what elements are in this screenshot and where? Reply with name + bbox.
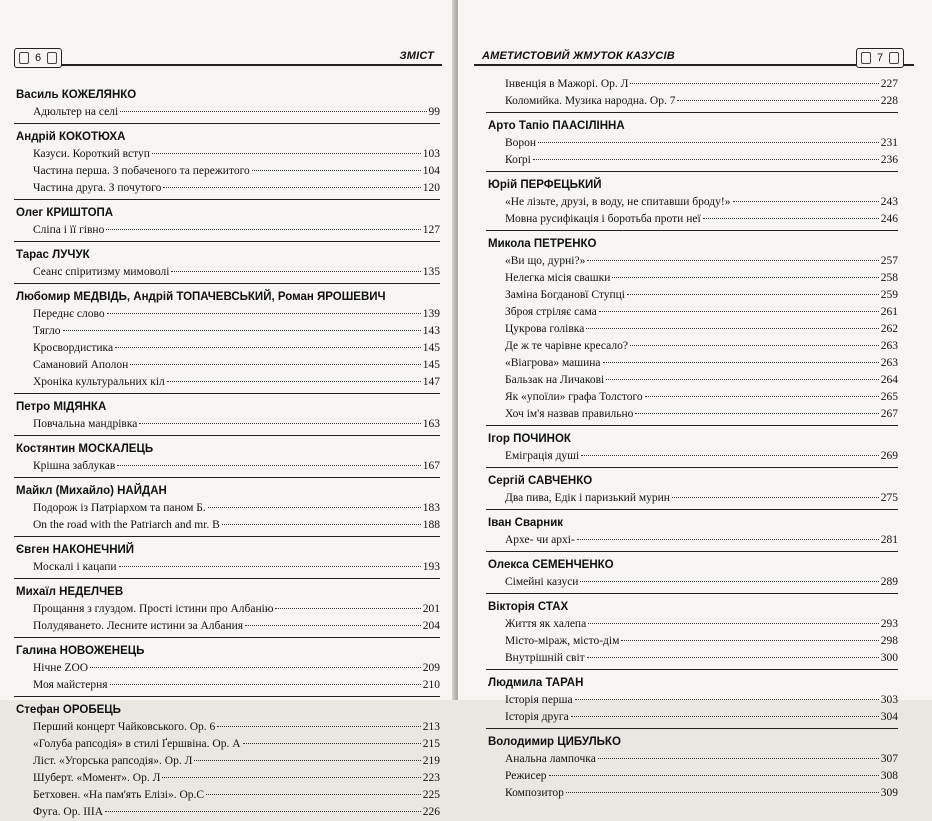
dot-leader	[672, 497, 879, 498]
author-heading: Андрій КОКОТЮХА	[16, 131, 126, 143]
entry-title: Фуга. Ор. ІІІА	[33, 806, 104, 818]
dot-leader	[115, 347, 421, 348]
toc-entry	[486, 253, 898, 270]
dot-leader	[571, 716, 879, 717]
ornament-icon	[47, 52, 57, 64]
toc-entry	[14, 180, 440, 197]
entry-title: Місто-міраж, місто-дім	[505, 635, 620, 647]
page-number-box	[14, 48, 62, 68]
toc-entry	[486, 287, 898, 304]
entry-page-number: 204	[422, 620, 440, 632]
section-divider	[486, 593, 898, 594]
entry-title: Архе- чи архі-	[505, 534, 575, 546]
toc-entry	[486, 633, 898, 650]
author-heading: Майкл (Михайло) НАЙДАН	[16, 485, 167, 497]
section-divider	[14, 393, 440, 394]
toc-entry	[486, 532, 898, 549]
dot-leader	[566, 792, 879, 793]
dot-leader	[588, 623, 879, 624]
section-divider	[14, 536, 440, 537]
author-heading: Олег КРИШТОПА	[16, 207, 114, 219]
section-divider	[14, 199, 440, 200]
page-number: 6	[34, 52, 42, 64]
entry-page-number: 231	[880, 137, 898, 149]
entry-title: Частина перша. З побаченого та пережитого	[33, 165, 250, 177]
toc-entry	[14, 222, 440, 239]
entry-page-number: 145	[422, 359, 440, 371]
toc-entry	[486, 389, 898, 406]
author-heading: Вікторія СТАХ	[488, 601, 569, 613]
entry-page-number: 201	[422, 603, 440, 615]
dot-leader	[587, 260, 878, 261]
entry-page-number: 258	[880, 272, 898, 284]
toc-entry	[14, 264, 440, 281]
section-divider	[486, 112, 898, 113]
dot-leader	[575, 699, 879, 700]
entry-page-number: 223	[422, 772, 440, 784]
section-divider	[486, 669, 898, 670]
dot-leader	[577, 539, 879, 540]
dot-leader	[105, 811, 421, 812]
entry-page-number: 261	[880, 306, 898, 318]
dot-leader	[106, 229, 420, 230]
toc-entry	[486, 372, 898, 389]
toc-entry	[486, 321, 898, 338]
toc-entry	[14, 323, 440, 340]
dot-leader	[733, 201, 879, 202]
dot-leader	[598, 758, 879, 759]
toc-entry	[14, 517, 440, 534]
toc-entry	[14, 146, 440, 163]
dot-leader	[243, 743, 421, 744]
entry-title: Цукрова голівка	[505, 323, 585, 335]
toc-entry	[486, 211, 898, 228]
dot-leader	[677, 100, 878, 101]
ornament-icon	[889, 52, 899, 64]
entry-title: Хоч ім'я назвав правильно	[505, 408, 634, 420]
dot-leader	[63, 330, 421, 331]
entry-page-number: 257	[880, 255, 898, 267]
author-heading: Іван Сварник	[488, 517, 564, 529]
toc-entry	[14, 458, 440, 475]
entry-page-number: 303	[880, 694, 898, 706]
dot-leader	[217, 726, 420, 727]
author-heading: Володимир ЦИБУЛЬКО	[488, 736, 621, 748]
entry-page-number: 167	[422, 460, 440, 472]
running-title: АМЕТИСТОВИЙ ЖМУТОК КАЗУСІВ	[482, 50, 675, 62]
author-heading: Василь КОЖЕЛЯНКО	[16, 89, 137, 101]
entry-title: Як «упоїли» графа Толстого	[505, 391, 643, 403]
toc-entry	[486, 692, 898, 709]
entry-title: Кросвордистика	[33, 342, 114, 354]
entry-title: Зброя стріляє сама	[505, 306, 597, 318]
entry-title: «Ви що, дурні?»	[505, 255, 586, 267]
entry-page-number: 265	[880, 391, 898, 403]
entry-page-number: 269	[880, 450, 898, 462]
entry-page-number: 263	[880, 340, 898, 352]
dot-leader	[599, 311, 879, 312]
dot-leader	[645, 396, 879, 397]
dot-leader	[703, 218, 879, 219]
right-page	[458, 0, 932, 799]
dot-leader	[110, 684, 421, 685]
section-divider	[486, 551, 898, 552]
dot-leader	[533, 159, 879, 160]
entry-page-number: 309	[880, 787, 898, 799]
entry-title: Прощання з глуздом. Прості істини про Албанію	[33, 603, 274, 615]
entry-title: Де ж те чарівне кресало?	[505, 340, 628, 352]
entry-page-number: 225	[422, 789, 440, 801]
section-divider	[14, 123, 440, 124]
dot-leader	[167, 381, 421, 382]
entry-page-number: 300	[880, 652, 898, 664]
author-heading: Микола ПЕТРЕНКО	[488, 238, 597, 250]
entry-title: On the road with the Patriarch and mr. B	[33, 519, 220, 531]
toc-entry	[486, 152, 898, 169]
entry-page-number: 147	[422, 376, 440, 388]
section-divider	[14, 477, 440, 478]
dot-leader	[549, 775, 879, 776]
entry-title: Полудяването. Лесните истини за Албания	[33, 620, 244, 632]
toc-entry	[14, 306, 440, 323]
dot-leader	[107, 313, 421, 314]
entry-page-number: 304	[880, 711, 898, 723]
entry-title: Життя як халепа	[505, 618, 587, 630]
section-divider	[14, 241, 440, 242]
toc-entry	[486, 304, 898, 321]
toc-entry	[14, 719, 440, 736]
entry-page-number: 275	[880, 492, 898, 504]
author-heading: Юрій ПЕРФЕЦЬКИЙ	[488, 179, 602, 191]
entry-title: Частина друга. З почутого	[33, 182, 162, 194]
dot-leader	[117, 465, 420, 466]
entry-title: Хроніка культуральних кіл	[33, 376, 165, 388]
toc-entry	[486, 785, 898, 802]
toc-entry	[486, 616, 898, 633]
dot-leader	[90, 667, 421, 668]
entry-page-number: 103	[422, 148, 440, 160]
ornament-icon	[861, 52, 871, 64]
toc-entry	[14, 618, 440, 635]
author-heading: Любомир МЕДВІДЬ, Андрій ТОПАЧЕВСЬКИЙ, Роман ЯРОШЕВИЧ	[16, 291, 386, 303]
section-divider	[486, 728, 898, 729]
entry-page-number: 259	[880, 289, 898, 301]
entry-page-number: 219	[422, 755, 440, 767]
entry-page-number: 215	[422, 738, 440, 750]
dot-leader	[120, 111, 426, 112]
entry-title: Сліпа і її гівно	[33, 224, 105, 236]
entry-page-number: 226	[422, 806, 440, 818]
dot-leader	[630, 83, 878, 84]
entry-page-number: 139	[422, 308, 440, 320]
left-page	[0, 0, 456, 818]
author-heading: Євген НАКОНЕЧНИЙ	[16, 544, 135, 556]
header-rule	[474, 64, 914, 66]
entry-title: Бетховен. «На пам'ять Елізі». Ор.С	[33, 789, 205, 801]
toc-entry	[486, 135, 898, 152]
author-heading: Арто Тапіо ПААСІЛІННА	[488, 120, 625, 132]
running-title: ЗМІСТ	[399, 50, 434, 62]
entry-title: Режисер	[505, 770, 547, 782]
entry-title: Адюльтер на селі	[33, 106, 119, 118]
entry-title: «Голуба рапсодія» в стилі Ґершвіна. Ор. А	[33, 738, 241, 750]
toc-entry	[486, 574, 898, 591]
entry-page-number: 183	[422, 502, 440, 514]
header-rule	[14, 64, 442, 66]
page-number-box	[856, 48, 904, 68]
toc-entry	[486, 76, 898, 93]
entry-title: Сімейні казуси	[505, 576, 579, 588]
dot-leader	[222, 524, 421, 525]
entry-page-number: 210	[422, 679, 440, 691]
page-number: 7	[876, 52, 884, 64]
toc-entry	[486, 355, 898, 372]
entry-title: Еміграція душі	[505, 450, 580, 462]
entry-title: Історія перша	[505, 694, 573, 706]
dot-leader	[580, 581, 878, 582]
entry-title: «Віагрова» машина	[505, 357, 601, 369]
entry-title: Анальна лампочка	[505, 753, 596, 765]
dot-leader	[119, 566, 421, 567]
entry-page-number: 163	[422, 418, 440, 430]
entry-page-number: 289	[880, 576, 898, 588]
author-heading: Михаїл НЕДЕЛЧЕВ	[16, 586, 124, 598]
section-divider	[486, 509, 898, 510]
dot-leader	[252, 170, 421, 171]
toc-entry	[14, 677, 440, 694]
toc-entry	[14, 559, 440, 576]
dot-leader	[275, 608, 420, 609]
entry-title: Коломийка. Музика народна. Ор. 7	[505, 95, 676, 107]
toc-entry	[14, 736, 440, 753]
toc-entry	[14, 374, 440, 391]
toc-entry	[486, 448, 898, 465]
toc-entry	[486, 194, 898, 211]
entry-title: Коґрі	[505, 154, 531, 166]
entry-page-number: 143	[422, 325, 440, 337]
dot-leader	[627, 294, 879, 295]
entry-title: Два пива, Едік і паризький мурин	[505, 492, 670, 504]
toc-entry	[14, 416, 440, 433]
table-of-contents-left	[14, 84, 440, 821]
entry-page-number: 193	[422, 561, 440, 573]
section-divider	[14, 578, 440, 579]
entry-page-number: 298	[880, 635, 898, 647]
entry-page-number: 99	[428, 106, 440, 118]
entry-title: Композитор	[505, 787, 564, 799]
section-divider	[486, 467, 898, 468]
dot-leader	[171, 271, 420, 272]
author-heading: Людмила ТАРАН	[488, 677, 584, 689]
author-heading: Сергій САВЧЕНКО	[488, 475, 593, 487]
entry-title: Казуси. Короткий вступ	[33, 148, 150, 160]
section-divider	[14, 637, 440, 638]
entry-title: Повчальна мандрівка	[33, 418, 138, 430]
dot-leader	[581, 455, 879, 456]
dot-leader	[538, 142, 879, 143]
author-heading: Костянтин МОСКАЛЕЦЬ	[16, 443, 154, 455]
dot-leader	[206, 794, 421, 795]
section-divider	[14, 696, 440, 697]
author-heading: Галина НОВОЖЕНЕЦЬ	[16, 645, 145, 657]
entry-page-number: 293	[880, 618, 898, 630]
dot-leader	[130, 364, 420, 365]
toc-entry	[14, 804, 440, 821]
section-divider	[486, 230, 898, 231]
entry-page-number: 243	[880, 196, 898, 208]
toc-entry	[14, 660, 440, 677]
toc-entry	[14, 163, 440, 180]
dot-leader	[612, 277, 878, 278]
entry-page-number: 263	[880, 357, 898, 369]
toc-entry	[14, 340, 440, 357]
entry-title: Москалі і кацапи	[33, 561, 117, 573]
dot-leader	[606, 379, 878, 380]
entry-title: Ліст. «Угорська рапсодія». Ор. Л	[33, 755, 193, 767]
toc-entry	[486, 338, 898, 355]
entry-page-number: 228	[880, 95, 898, 107]
author-heading: Стефан ОРОБЕЦЬ	[16, 704, 121, 716]
toc-entry	[14, 770, 440, 787]
table-of-contents-right	[486, 76, 898, 802]
entry-title: Моя майстерня	[33, 679, 108, 691]
entry-title: Заміна Богдановї Ступці	[505, 289, 625, 301]
dot-leader	[603, 362, 879, 363]
author-heading: Тарас ЛУЧУК	[16, 249, 90, 261]
entry-title: Нічне ZOO	[33, 662, 89, 674]
entry-title: Внутрішній світ	[505, 652, 585, 664]
entry-title: Бальзак на Личакові	[505, 374, 605, 386]
dot-leader	[139, 423, 420, 424]
toc-entry	[486, 406, 898, 423]
toc-entry	[486, 490, 898, 507]
entry-title: Перший концерт Чайковського. Ор. 6	[33, 721, 216, 733]
entry-page-number: 213	[422, 721, 440, 733]
section-divider	[14, 283, 440, 284]
toc-entry	[486, 751, 898, 768]
entry-page-number: 188	[422, 519, 440, 531]
entry-page-number: 308	[880, 770, 898, 782]
entry-page-number: 307	[880, 753, 898, 765]
entry-title: Ворон	[505, 137, 537, 149]
entry-title: Нелегка місія свашки	[505, 272, 611, 284]
toc-entry	[14, 787, 440, 804]
entry-page-number: 145	[422, 342, 440, 354]
entry-page-number: 267	[880, 408, 898, 420]
dot-leader	[586, 328, 878, 329]
section-divider	[14, 435, 440, 436]
toc-entry	[14, 500, 440, 517]
author-heading: Олекса СЕМЕНЧЕНКО	[488, 559, 614, 571]
dot-leader	[163, 187, 420, 188]
entry-title: Інвенція в Мажорі. Ор. Л	[505, 78, 629, 90]
entry-page-number: 135	[422, 266, 440, 278]
entry-page-number: 120	[422, 182, 440, 194]
entry-page-number: 264	[880, 374, 898, 386]
entry-page-number: 227	[880, 78, 898, 90]
dot-leader	[162, 777, 420, 778]
dot-leader	[245, 625, 421, 626]
dot-leader	[194, 760, 420, 761]
entry-title: Історія друга	[505, 711, 569, 723]
section-divider	[486, 171, 898, 172]
toc-entry	[14, 601, 440, 618]
entry-title: Шуберт. «Момент». Ор. Л	[33, 772, 161, 784]
toc-entry	[14, 357, 440, 374]
entry-title: Самановий Аполон	[33, 359, 129, 371]
entry-page-number: 236	[880, 154, 898, 166]
dot-leader	[635, 413, 878, 414]
author-heading: Ігор ПОЧИНОК	[488, 433, 571, 445]
entry-page-number: 246	[880, 213, 898, 225]
dot-leader	[587, 657, 879, 658]
section-divider	[486, 425, 898, 426]
ornament-icon	[19, 52, 29, 64]
dot-leader	[152, 153, 421, 154]
toc-entry	[486, 650, 898, 667]
toc-entry	[486, 709, 898, 726]
entry-page-number: 262	[880, 323, 898, 335]
entry-page-number: 104	[422, 165, 440, 177]
dot-leader	[630, 345, 879, 346]
entry-page-number: 281	[880, 534, 898, 546]
entry-title: Подорож із Патріархом та паном Б.	[33, 502, 206, 514]
toc-entry	[486, 768, 898, 785]
entry-title: Мовна русифікація і боротьба проти неї	[505, 213, 701, 225]
toc-entry	[486, 93, 898, 110]
entry-title: «Не лізьте, друзі, в воду, не спитавши броду!»	[505, 196, 731, 208]
entry-title: Сеанс спіритизму мимоволі	[33, 266, 170, 278]
dot-leader	[208, 507, 421, 508]
toc-entry	[486, 270, 898, 287]
entry-title: Крішна заблукав	[33, 460, 116, 472]
toc-entry	[14, 104, 440, 121]
dot-leader	[621, 640, 878, 641]
toc-entry	[14, 753, 440, 770]
entry-page-number: 127	[422, 224, 440, 236]
entry-title: Тягло	[33, 325, 61, 337]
entry-title: Переднє слово	[33, 308, 105, 320]
entry-page-number: 209	[422, 662, 440, 674]
author-heading: Петро МІДЯНКА	[16, 401, 107, 413]
